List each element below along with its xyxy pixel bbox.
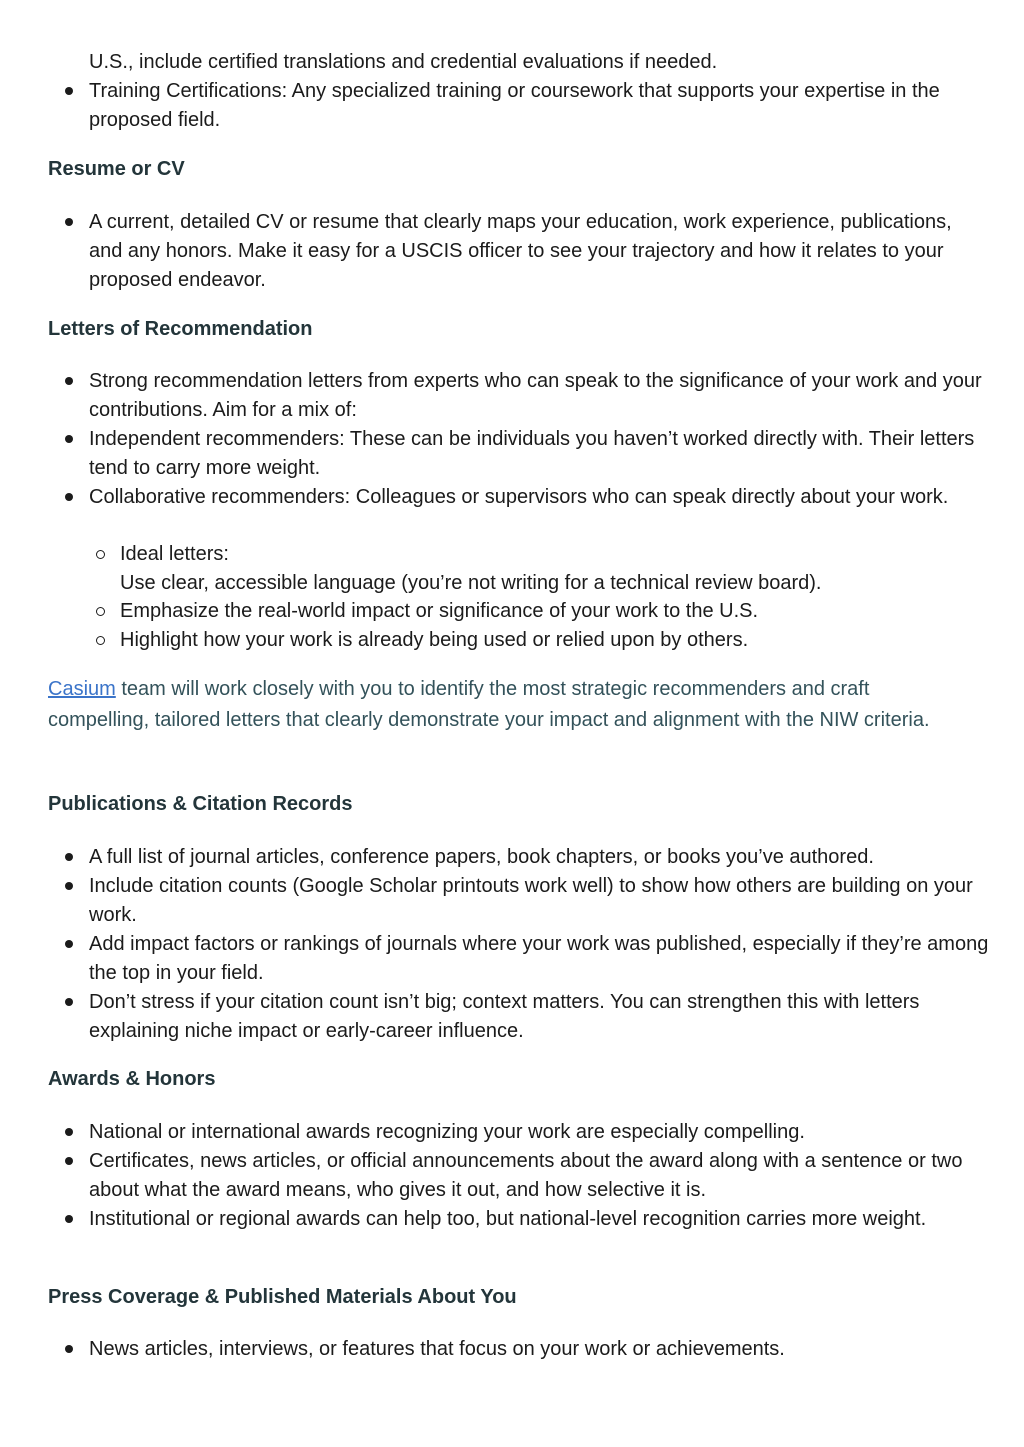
sub-bullet (96, 636, 105, 645)
list-item: Collaborative recommenders: Colleagues or supervisors who can speak directly about your work. (89, 486, 949, 508)
sub-list-item: Highlight how your work is already being used or relied upon by others. (120, 629, 749, 651)
sub-list-item: Emphasize the real-world impact or significance of your work to the U.S. (120, 600, 759, 622)
casium-link[interactable]: Casium (48, 678, 116, 700)
list-item: A current, detailed CV or resume that clearly maps your education, work experience, publications, and any honors. Make it easy for a USCIS officer to see your trajectory and how it relates to your proposed endeavor. (89, 211, 952, 291)
list-item: Institutional or regional awards can help too, but national-level recognition carries more weight. (89, 1208, 927, 1230)
bullet (65, 377, 73, 385)
list-item: Add impact factors or rankings of journals where your work was published, especially if they’re among the top in your field. (89, 933, 989, 984)
list-item: Independent recommenders: These can be individuals you haven’t worked directly with. Their letters tend to carry more weight. (89, 428, 975, 479)
bullet (65, 87, 73, 95)
bullet (65, 853, 73, 861)
bullet (65, 1215, 73, 1223)
list-item: Certificates, news articles, or official announcements about the award along with a sentence or two about what the award means, who gives it out, and how selective it is. (89, 1150, 963, 1201)
section-title-letters: Letters of Recommendation (48, 318, 313, 340)
list-item: Training Certifications: Any specialized training or coursework that supports your expertise in the proposed field. (89, 80, 940, 131)
bullet (65, 218, 73, 226)
bullet (65, 882, 73, 890)
bullet (65, 1345, 73, 1353)
bullet (65, 1157, 73, 1165)
sub-list-item: Ideal letters: (120, 543, 229, 565)
bullet (65, 493, 73, 501)
bullet (65, 998, 73, 1006)
section-title-publications: Publications & Citation Records (48, 793, 353, 815)
list-item: Don’t stress if your citation count isn’t big; context matters. You can strengthen this with letters explaining niche impact or early-career influence. (89, 991, 920, 1042)
sub-list-item-continuation: Use clear, accessible language (you’re not writing for a technical review board). (120, 572, 822, 594)
list-item: A full list of journal articles, conference papers, book chapters, or books you’ve authored. (89, 846, 874, 868)
list-item: U.S., include certified translations and credential evaluations if needed. (89, 51, 718, 73)
casium-paragraph (48, 674, 968, 736)
list-item: Include citation counts (Google Scholar printouts work well) to show how others are building on your work. (89, 875, 973, 926)
casium-paragraph-text: team will work closely with you to identify the most strategic recommenders and craft compelling, tailored letters that clearly demonstrate your impact and alignment with the NIW criteria. (48, 678, 930, 731)
bullet (65, 940, 73, 948)
section-title-resume: Resume or CV (48, 158, 185, 180)
bullet (65, 1128, 73, 1136)
section-title-press: Press Coverage & Published Materials About You (48, 1286, 517, 1308)
section-title-awards: Awards & Honors (48, 1068, 216, 1090)
bullet (65, 435, 73, 443)
list-item: National or international awards recognizing your work are especially compelling. (89, 1121, 805, 1143)
sub-bullet (96, 550, 105, 559)
list-item: Strong recommendation letters from experts who can speak to the significance of your work and your contributions. Aim for a mix of: (89, 370, 982, 421)
list-item: News articles, interviews, or features that focus on your work or achievements. (89, 1338, 785, 1360)
sub-bullet (96, 607, 105, 616)
